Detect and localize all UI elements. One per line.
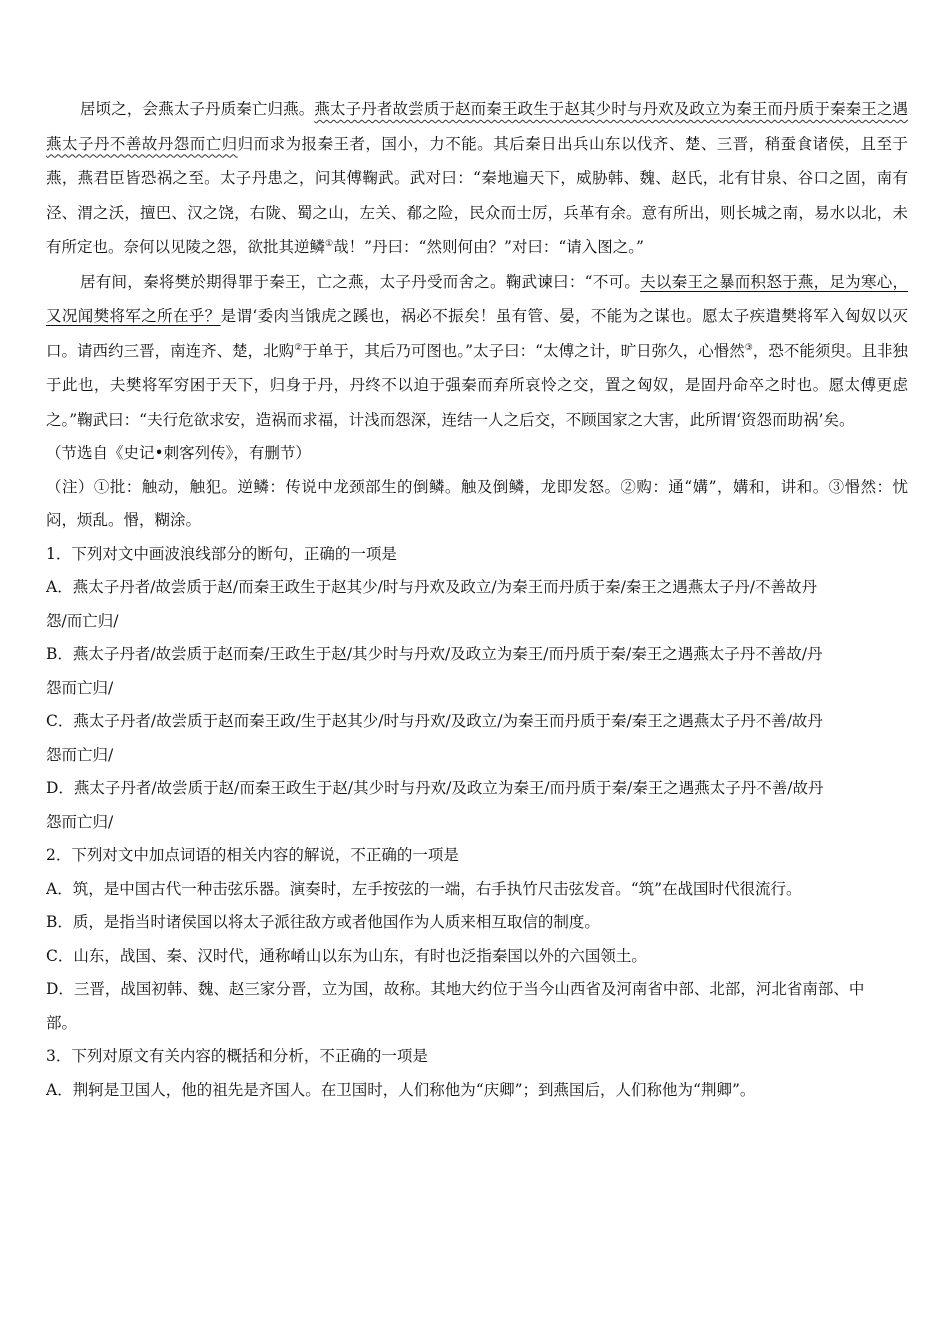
question-stem: 3．下列对原文有关内容的概括和分析，不正确的一项是 — [46, 1047, 428, 1065]
question-stem: 1．下列对文中画波浪线部分的断句，正确的一项是 — [46, 544, 397, 563]
option-a[interactable]: A．燕太子丹者/故尝质于赵/而秦王政生于赵其少/时与丹欢及政立/为秦王而丹质于秦/秦王之遇燕太子丹/不善故丹 怨/而亡归/ — [46, 578, 818, 630]
option-b[interactable]: B．燕太子丹者/故尝质于赵而秦/王政生于赵/其少时与丹欢/及政立为秦王/而丹质于秦/秦王之遇燕太子丹不善故/丹 怨而亡归/ — [46, 645, 823, 697]
passage-text: 于单于，其后乃可图也。”太子曰：“太傅之计，旷日弥久，心惽然 — [302, 341, 745, 360]
passage-text: 是谓‘委肉当饿虎之蹊也，祸必不振矣！虽有管、晏，不能为之谋也。愿太子疾遣樊将军入匈奴以灭口。请西约三晋，南连齐、楚，北购 — [46, 307, 908, 360]
question-1 — [46, 538, 908, 840]
footnote-marker: ② — [294, 342, 303, 353]
wavy-underlined-text: 燕太子丹者故尝质于赵而秦王政生于赵其少时与丹欢及政立为秦王而丹质于秦秦王之遇燕太子丹不善故丹怨而亡归 — [46, 100, 908, 153]
option-d[interactable]: D．三晋，战国初韩、魏、赵三家分晋，立为国，故称。其地大约位于当今山西省及河南省中部、北部，河北省南部、中 部。 — [46, 980, 865, 1032]
passage-paragraph-2 — [46, 265, 908, 438]
option-c[interactable]: C．燕太子丹者/故尝质于赵而秦王政/生于赵其少/时与丹欢/及政立/为秦王而丹质于秦/秦王之遇燕太子丹不善/故丹 怨而亡归/ — [46, 712, 823, 764]
passage-text: 居有间，秦将樊於期得罪于秦王，亡之燕，太子丹受而舍之。鞠武谏曰：“不可。 — [80, 272, 641, 291]
passage-text: 哉！”丹曰：“然则何由？”对曰：“请入图之。” — [333, 238, 644, 256]
footnotes: （注）①批：触动，触犯。逆鳞：传说中龙颈部生的倒鳞。触及倒鳞，龙即发怒。②购：通“媾”，媾和，讲和。③惽然：忧闷，烦乱。惽，糊涂。 — [46, 477, 908, 529]
passage-text: 归而求为报秦王者，国小，力不能。其后秦日出兵山东以伐齐、楚、三晋，稍蚕食诸侯，且至于燕，燕君臣皆恐祸之至。太子丹患之，问其傅鞠武。武对曰：“秦地遍天下，威胁韩、魏、赵氏，北有甘泉、谷口之固，南有泾、渭之沃，擅巴、汉之饶，右陇、蜀之山，左关、郩之险，民众而士厉，兵革有余。意有所出，则长城之南，易水以北，未有所定也。奈何以见陵之怨，欲批其逆鳞 — [46, 134, 908, 256]
option-a[interactable]: A．荆轲是卫国人，他的祖先是齐国人。在卫国时，人们称他为“庆卿”；到燕国后，人们称他为“荆卿”。 — [46, 1080, 756, 1099]
underlined-sentence: 夫以秦王之暴而积怒于燕，足为寒心，又况闻樊将军之所在乎？ — [46, 272, 908, 325]
question-stem: 2．下列对文中加点词语的相关内容的解说，不正确的一项是 — [46, 846, 459, 864]
footnote-marker: ① — [325, 239, 334, 249]
passage-text: 居顷之，会燕太子丹质秦亡归燕。 — [80, 100, 315, 118]
option-c[interactable]: C．山东，战国、秦、汉时代，通称崤山以东为山东，有时也泛指秦国以外的六国领土。 — [46, 946, 647, 965]
option-b[interactable]: B．质，是指当时诸侯国以将太子派往敌方或者他国作为人质来相互取信的制度。 — [46, 913, 600, 931]
document-page — [46, 92, 908, 1107]
source-citation: （节选自《史记•刺客列传》，有删节） — [46, 444, 311, 462]
option-a[interactable]: A．筑，是中国古代一种击弦乐器。演奏时，左手按弦的一端，右手执竹尺击弦发音。“筑”在战国时代很流行。 — [46, 879, 802, 898]
question-2 — [46, 839, 908, 1040]
footnote-marker: ③ — [744, 342, 753, 353]
option-d[interactable]: D．燕太子丹者/故尝质于赵/而秦王政生于赵/其少时与丹欢/及政立为秦王/而丹质于秦/秦王之遇燕太子丹不善/故丹 怨而亡归/ — [46, 779, 824, 831]
passage-paragraph-1 — [46, 92, 908, 265]
question-3 — [46, 1040, 908, 1107]
passage-text: ，恐不能须臾。且非独于此也，夫樊将军穷困于天下，归身于丹，丹终不以迫于强秦而弃所哀怜之交，置之匈奴，是固丹命卒之时也。愿太傅更虑之。”鞠武曰：“夫行危欲求安，造祸而求福，计浅而怨深，连结一人之后交，不顾国家之大害，此所谓‘资怨而助祸’矣。 — [46, 341, 908, 429]
